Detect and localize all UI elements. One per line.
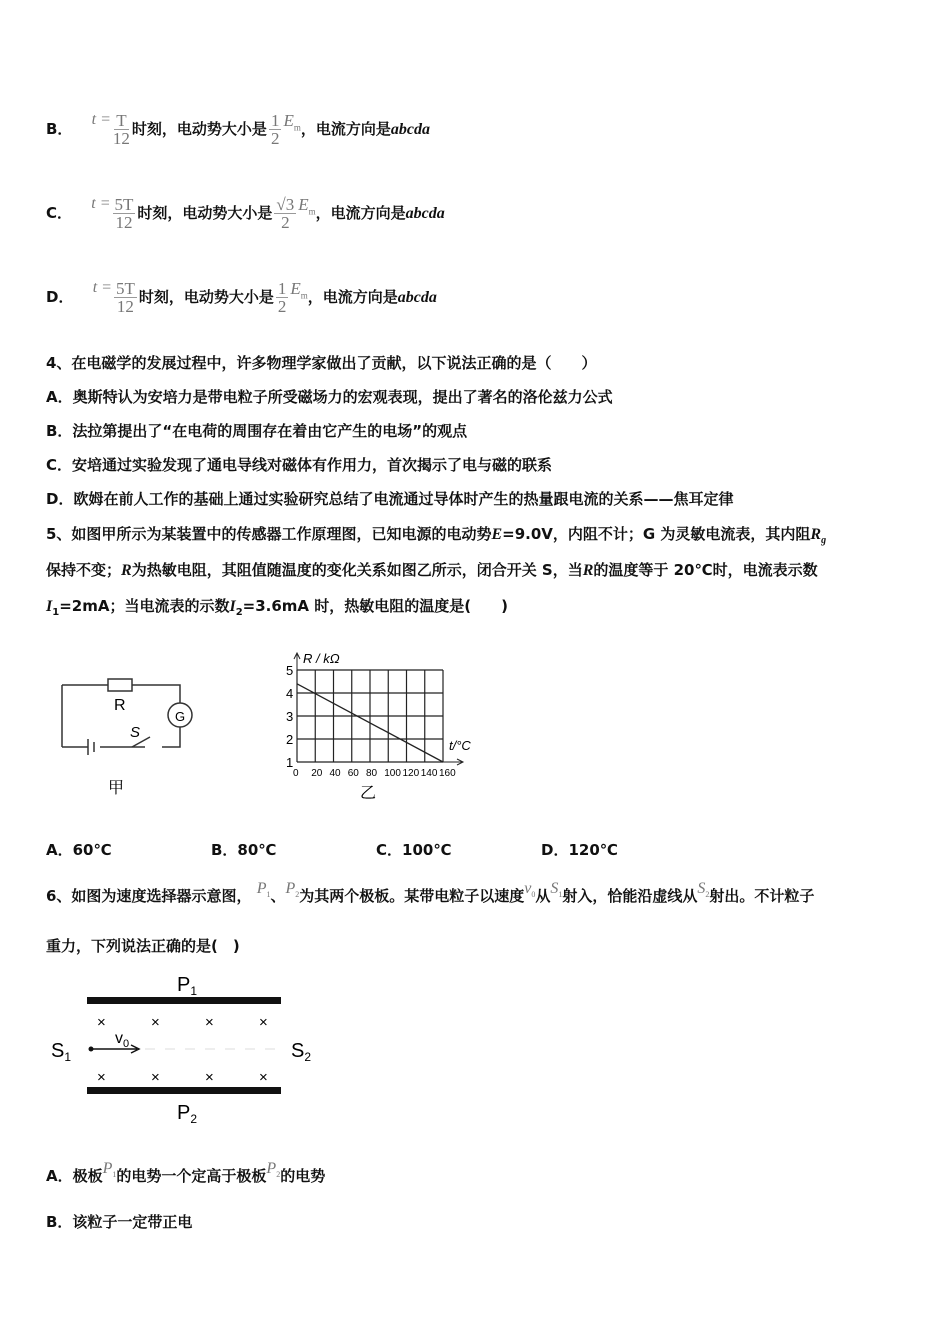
q3-option-c [46, 196, 445, 231]
label-s: S [130, 724, 141, 741]
magnetic-field-cross-icon: × [151, 1069, 160, 1086]
current-direction: abcda [405, 205, 445, 222]
text: ，电流方向是 [315, 204, 406, 222]
q4-option-a: A．奥斯特认为安培力是带电粒子所受磁场力的宏观表现，提出了著名的洛伦兹力公式 [46, 388, 613, 406]
q3-option-b [46, 112, 430, 147]
resistor-icon [108, 679, 132, 691]
x-tick-label: 0 [293, 768, 299, 779]
text: 5、如图甲所示为某装置中的传感器工作原理图，已知电源的电动势 [46, 525, 492, 543]
q6-option-a [46, 1160, 326, 1193]
symbol-p2: $P_2$ [266, 1160, 281, 1180]
q5-option-d: D．120℃ [541, 841, 618, 859]
label-s1: $S_1$ [51, 1040, 72, 1064]
text: ，电流方向是 [300, 120, 391, 138]
magnetic-field-cross-icon: × [259, 1069, 268, 1086]
magnetic-field-cross-icon: × [97, 1069, 106, 1086]
x-tick-label: 80 [366, 768, 378, 779]
y-tick-label: 5 [286, 663, 294, 678]
option-label: C． [46, 204, 73, 222]
text: 从 [535, 887, 551, 905]
text: 时刻，电动势大小是 [138, 288, 274, 306]
caption-jia: 甲 [108, 780, 125, 797]
magnetic-field-cross-icon: × [97, 1014, 106, 1031]
q5-option-b: B．80℃ [211, 841, 277, 859]
text: 、 [270, 887, 286, 905]
t-equals: t = [91, 195, 111, 212]
text: 射入，恰能沿虚线从 [562, 887, 698, 905]
current-direction: abcda [397, 289, 437, 306]
symbol-s1: $S_1$ [550, 880, 563, 900]
y-tick-label: 3 [286, 709, 294, 724]
q5-stem-line1 [46, 524, 826, 551]
chart-caption: 乙 [360, 785, 377, 802]
circuit-diagram [50, 665, 200, 805]
option-label: B． [46, 120, 73, 138]
text: 保持不变； [46, 561, 122, 579]
x-tick-label: 100 [384, 768, 401, 779]
q5-option-c: C．100℃ [376, 841, 452, 859]
text: 为热敏电阻，其阻值随温度的变化关系如图乙所示，闭合开关 S，当 [131, 561, 583, 579]
x-tick-label: 40 [329, 768, 341, 779]
text: A．极板 [46, 1167, 103, 1185]
velocity-selector-diagram [45, 965, 325, 1135]
time-fraction: $\frac{T}{12}$ [112, 111, 130, 148]
battery-icon [88, 739, 94, 755]
text: =2mA；当电流表的示数 [59, 597, 230, 615]
text: =3.6mA 时，热敏电阻的温度是( ) [242, 597, 508, 615]
label-p2: $P_2$ [177, 1102, 198, 1126]
q6-stem-line2: 重力，下列说法正确的是( ) [46, 937, 240, 955]
q5-option-a: A．60℃ [46, 841, 112, 859]
label-s2: $S_2$ [291, 1040, 312, 1064]
text: =9.0V，内阻不计；G 为灵敏电流表，其内阻 [502, 525, 811, 543]
label-g: G [175, 709, 186, 724]
x-tick-label: 20 [311, 768, 323, 779]
label-p1: $P_1$ [177, 974, 198, 998]
var-i2: I [229, 598, 236, 615]
var-r: R [810, 526, 822, 543]
y-tick-label: 1 [286, 755, 294, 770]
q6-option-b: B．该粒子一定带正电 [46, 1213, 193, 1231]
y-axis [294, 653, 300, 762]
emf-fraction: $\frac{1}{2}$ [270, 111, 280, 148]
magnetic-field-cross-icon: × [205, 1069, 214, 1086]
q4-option-c: C．安培通过实验发现了通电导线对磁体有作用力，首次揭示了电与磁的联系 [46, 456, 553, 474]
time-fraction: $\frac{5T}{12}$ [115, 279, 135, 316]
option-label: D． [46, 288, 74, 306]
subscript: 1 [52, 607, 60, 618]
text: 6、如图为速度选择器示意图， [46, 887, 252, 905]
q4-option-d: D．欧姆在前人工作的基础上通过实验研究总结了电流通过导体时产生的热量跟电流的关系——焦耳定律 [46, 490, 734, 508]
text: ，电流方向是 [307, 288, 398, 306]
var-r: R [121, 562, 132, 579]
emf-fraction: $\frac{√3}{2}$ [276, 195, 295, 232]
y-tick-label: 4 [286, 686, 294, 701]
emf-symbol: $E_m$ [298, 195, 316, 217]
symbol-p2: $P_2$ [285, 880, 300, 900]
q4-option-b: B．法拉第提出了“在电荷的周围存在着由它产生的电场”的观点 [46, 422, 468, 440]
resistance-temperature-chart [280, 645, 500, 805]
time-fraction: $\frac{5T}{12}$ [114, 195, 134, 232]
magnetic-field-cross-icon: × [259, 1014, 268, 1031]
label-r: R [114, 697, 126, 714]
text: 为其两个极板。某带电粒子以速度 [299, 887, 525, 905]
plate-p2 [87, 1087, 281, 1094]
emf-symbol: $E_m$ [283, 111, 301, 133]
plate-p1 [87, 997, 281, 1004]
x-tick-label: 120 [402, 768, 420, 779]
emf-symbol: $E_m$ [290, 279, 308, 301]
magnetic-field-cross-icon: × [205, 1014, 214, 1031]
q6-stem-line1 [46, 880, 815, 913]
magnetic-field-cross-icon: × [151, 1014, 160, 1031]
text: 射出。不计粒子 [709, 887, 815, 905]
q5-stem-line2 [46, 560, 818, 581]
x-axis-label: t/°C [449, 738, 471, 753]
var-r: R [582, 562, 594, 579]
current-direction: abcda [390, 121, 430, 138]
x-tick-label: 160 [439, 768, 456, 779]
t-equals: t = [92, 279, 112, 296]
x-tick-label: 60 [347, 768, 359, 779]
symbol-p1: $P_1$ [256, 880, 271, 900]
subscript: g [821, 535, 827, 546]
emf-fraction: $\frac{1}{2}$ [277, 279, 287, 316]
text: 时刻，电动势大小是 [131, 120, 267, 138]
text: 的电势一个定高于极板 [116, 1167, 267, 1185]
symbol-p1: $P_1$ [102, 1160, 117, 1180]
text: 时刻，电动势大小是 [137, 204, 273, 222]
var-i1: I [46, 598, 53, 615]
label-v0: $v_0$ [115, 1030, 130, 1050]
q5-stem-line3 [46, 596, 508, 623]
t-equals: t = [91, 111, 111, 128]
q4-stem: 4、在电磁学的发展过程中，许多物理学家做出了贡献，以下说法正确的是（ ） [46, 354, 597, 372]
symbol-v0: $v_0$ [524, 880, 536, 900]
symbol-s2: $S_2$ [697, 880, 710, 900]
text: 的温度等于 20℃时，电流表示数 [593, 561, 818, 579]
var-e: E [491, 526, 503, 543]
y-axis-label: R / kΩ [303, 651, 340, 666]
y-tick-label: 2 [286, 732, 294, 747]
text: 的电势 [280, 1167, 326, 1185]
x-tick-label: 140 [420, 768, 438, 779]
q3-option-d [46, 280, 437, 315]
subscript: 2 [235, 607, 243, 618]
